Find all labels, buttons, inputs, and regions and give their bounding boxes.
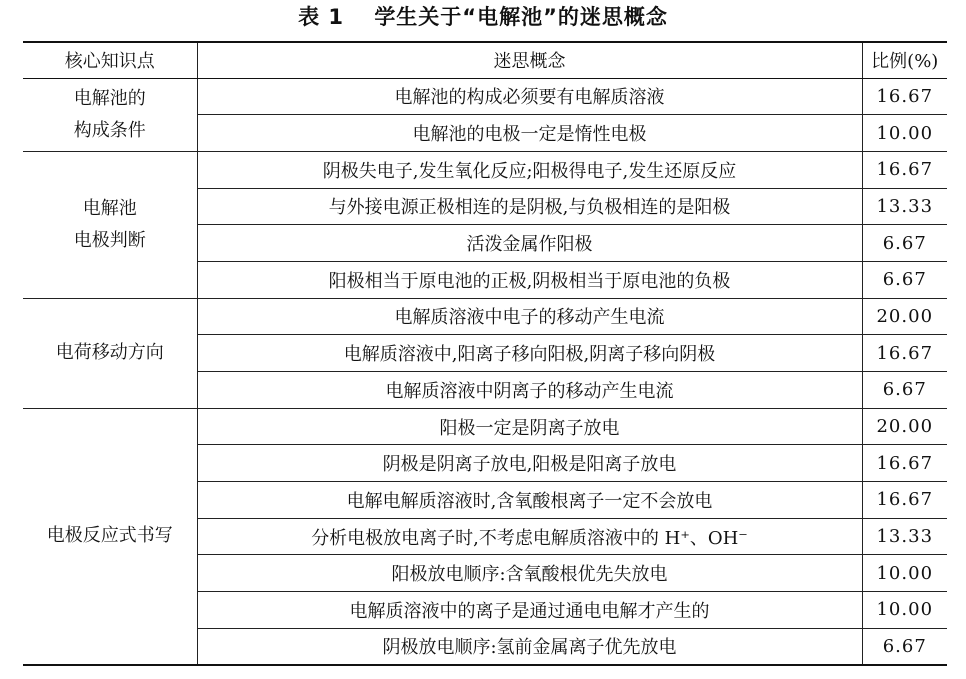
header-row — [23, 42, 947, 78]
header-misconception: 迷思概念 — [197, 42, 862, 78]
misconception-cell: 电解质溶液中电子的移动产生电流 — [197, 298, 862, 335]
ratio-cell: 16.67 — [862, 445, 947, 482]
table-body — [23, 78, 947, 665]
ratio-cell: 10.00 — [862, 555, 947, 592]
misconception-cell: 阴极是阴离子放电,阳极是阳离子放电 — [197, 445, 862, 482]
misconception-cell: 阳极一定是阴离子放电 — [197, 408, 862, 445]
table-row — [23, 78, 947, 115]
header-ratio: 比例(%) — [862, 42, 947, 78]
misconception-table — [23, 41, 947, 666]
table-row — [23, 408, 947, 445]
misconception-cell: 电解质溶液中阴离子的移动产生电流 — [197, 372, 862, 409]
ratio-cell: 16.67 — [862, 151, 947, 188]
category-line: 构成条件 — [73, 119, 146, 141]
misconception-cell: 电解池的构成必须要有电解质溶液 — [197, 78, 862, 115]
category-line: 电解池 — [82, 197, 137, 219]
table-title: 学生关于“电解池”的迷思概念 — [374, 5, 668, 29]
misconception-cell: 阳极相当于原电池的正极,阴极相当于原电池的负极 — [197, 261, 862, 298]
misconception-cell: 电解质溶液中,阳离子移向阳极,阴离子移向阴极 — [197, 335, 862, 372]
ratio-cell: 13.33 — [862, 518, 947, 555]
ratio-cell: 16.67 — [862, 335, 947, 372]
misconception-cell: 阴极放电顺序:氢前金属离子优先放电 — [197, 628, 862, 665]
table-caption — [0, 0, 966, 38]
misconception-cell: 阳极放电顺序:含氧酸根优先失放电 — [197, 555, 862, 592]
misconception-cell: 活泼金属作阳极 — [197, 225, 862, 262]
ratio-cell: 13.33 — [862, 188, 947, 225]
ratio-cell: 10.00 — [862, 592, 947, 629]
misconception-cell: 电解电解质溶液时,含氧酸根离子一定不会放电 — [197, 482, 862, 519]
ratio-cell: 6.67 — [862, 261, 947, 298]
ratio-cell: 6.67 — [862, 628, 947, 665]
header-knowledge-point: 核心知识点 — [23, 42, 197, 78]
ratio-cell: 16.67 — [862, 78, 947, 115]
misconception-cell: 与外接电源正极相连的是阴极,与负极相连的是阳极 — [197, 188, 862, 225]
table-row — [23, 298, 947, 335]
misconception-cell: 电解池的电极一定是惰性电极 — [197, 115, 862, 152]
category-line: 电荷移动方向 — [55, 342, 164, 364]
ratio-cell: 20.00 — [862, 298, 947, 335]
misconception-cell: 电解质溶液中的离子是通过通电电解才产生的 — [197, 592, 862, 629]
category-line: 电极反应式书写 — [46, 525, 173, 547]
ratio-cell: 10.00 — [862, 115, 947, 152]
category-cell — [23, 78, 197, 151]
ratio-cell: 6.67 — [862, 225, 947, 262]
table-number: 表 1 — [298, 5, 344, 29]
category-cell — [23, 151, 197, 298]
category-line: 电极判断 — [73, 229, 146, 251]
category-cell — [23, 408, 197, 665]
category-line: 电解池的 — [73, 87, 146, 109]
misconception-cell: 阴极失电子,发生氧化反应;阳极得电子,发生还原反应 — [197, 151, 862, 188]
table-row — [23, 151, 947, 188]
ratio-cell: 20.00 — [862, 408, 947, 445]
category-cell — [23, 298, 197, 408]
misconception-cell: 分析电极放电离子时,不考虑电解质溶液中的 H⁺、OH⁻ — [197, 518, 862, 555]
ratio-cell: 6.67 — [862, 372, 947, 409]
ratio-cell: 16.67 — [862, 482, 947, 519]
